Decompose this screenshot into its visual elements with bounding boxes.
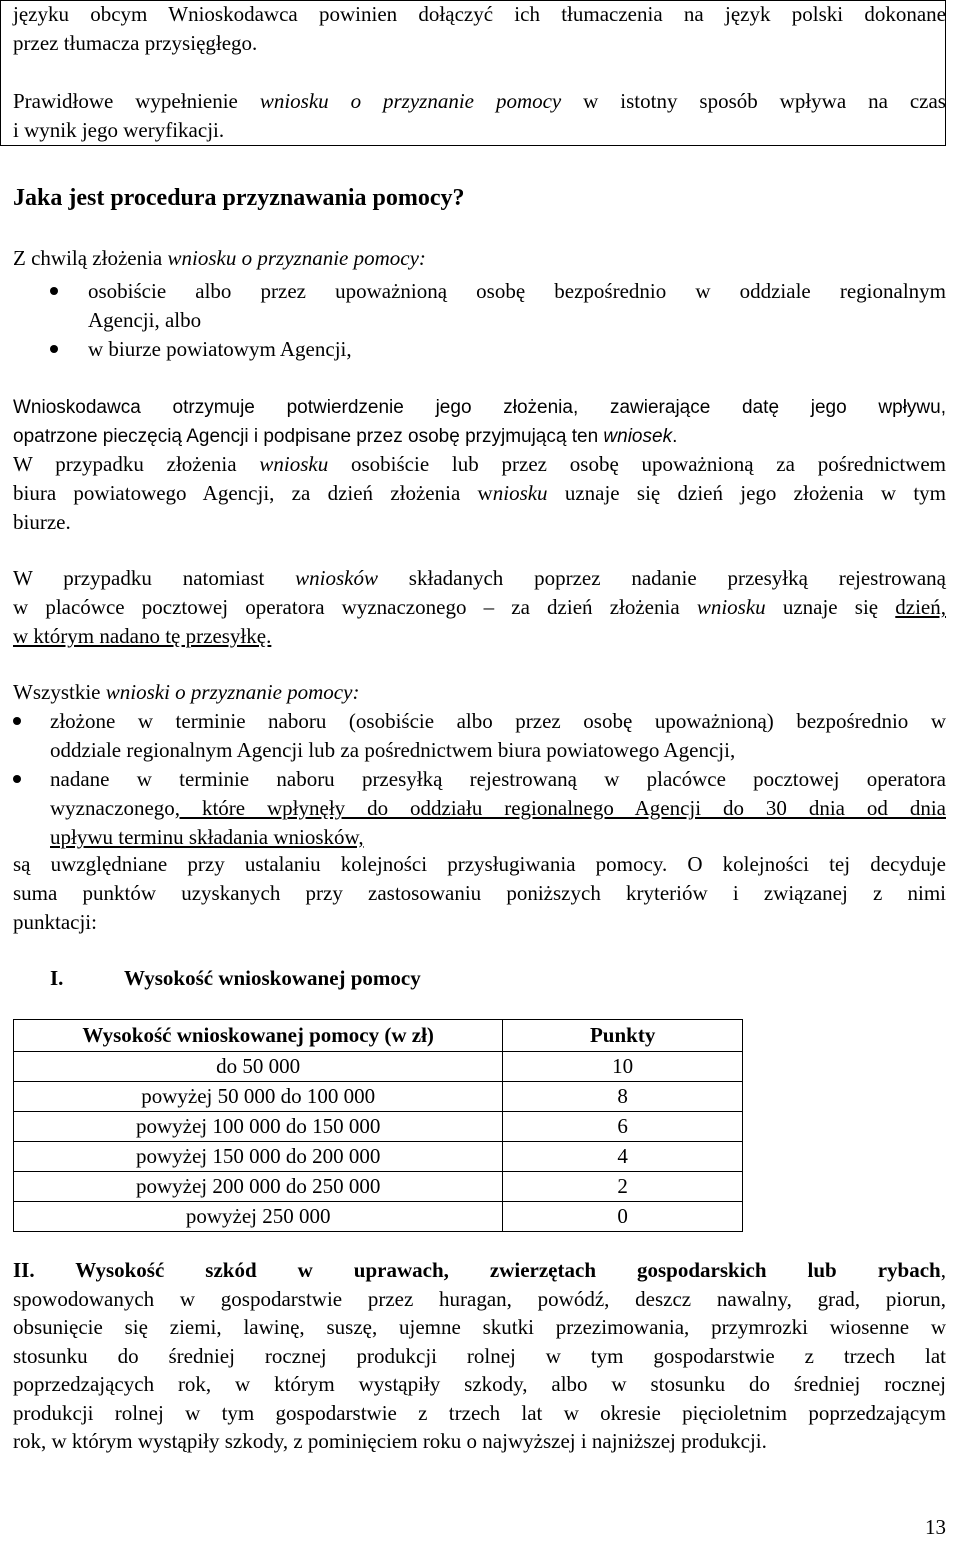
list2-item2-line2 <box>50 794 946 823</box>
column-header-points: Punkty <box>503 1020 743 1052</box>
bullet-icon <box>50 287 58 295</box>
amount-cell: powyżej 200 000 do 250 000 <box>14 1172 503 1202</box>
section1-title: Wysokość wnioskowanej pomocy <box>124 966 421 990</box>
italic-run: wniosku o przyznanie pomocy <box>259 89 562 113</box>
section-heading: Jaka jest procedura przyznawania pomocy? <box>13 185 465 211</box>
text-run: Wszystkie <box>13 680 106 704</box>
points-table <box>13 1019 743 1232</box>
amount-cell: powyżej 150 000 do 200 000 <box>14 1142 503 1172</box>
amount-cell: powyżej 250 000 <box>14 1202 503 1232</box>
italic-run: niosku <box>492 481 548 505</box>
section2-line1 <box>13 1256 946 1285</box>
section2-line6: produkcji rolnej w tym gospodarstwie z trzech lat w okresie pięcioletnim poprzedzającym <box>13 1401 946 1425</box>
text-run: wyznaczonego <box>50 796 175 820</box>
text-run: W przypadku natomiast <box>13 566 296 590</box>
filling-note-line1 <box>13 87 946 116</box>
post-line2 <box>13 593 946 622</box>
all-intro <box>13 678 359 707</box>
rank-line2: suma punktów uzyskanych przy zastosowaniu poniższych kryteriów i związanej z nimi <box>13 881 946 905</box>
table-row <box>14 1082 743 1112</box>
text-run: Prawidłowe wypełnienie <box>13 89 260 113</box>
table-row <box>14 1142 743 1172</box>
post-line1 <box>13 564 946 593</box>
page-number: 13 <box>925 1515 946 1539</box>
underlined-run: , które wpłynęły do oddziału regionalnego Agencji do 30 dnia od dnia <box>174 796 946 820</box>
points-cell: 4 <box>503 1142 743 1172</box>
text-run: opatrzone pieczęcią Agencji i podpisane przez osobę przyjmującą ten <box>13 426 604 447</box>
italic-run: wnioski o przyznanie pomocy: <box>105 680 360 704</box>
amount-cell: powyżej 100 000 do 150 000 <box>14 1112 503 1142</box>
amount-cell: powyżej 50 000 do 100 000 <box>14 1082 503 1112</box>
list2-item2-line3: upływu terminu składania wniosków, <box>50 825 364 849</box>
office-line3: biurze. <box>13 510 71 534</box>
italic-run: wniosku <box>696 595 766 619</box>
points-cell: 8 <box>503 1082 743 1112</box>
text-run: biura powiatowego Agencji, za dzień złożenia w <box>13 481 493 505</box>
points-cell: 0 <box>503 1202 743 1232</box>
list2-item1-line2: oddziale regionalnym Agencji lub za pośrednictwem biura powiatowego Agencji, <box>50 738 736 762</box>
text-run: Z chwilą złożenia <box>13 246 168 270</box>
translation-note-line1: języku obcym Wnioskodawca powinien dołączyć ich tłumaczenia na język polski dokonane <box>13 2 946 26</box>
confirm-line1: Wnioskodawca otrzymuje potwierdzenie jego złożenia, zawierające datę jego wpływu, <box>13 397 946 418</box>
bullet-icon <box>13 717 21 725</box>
rank-line3: punktacji: <box>13 910 97 934</box>
points-cell: 6 <box>503 1112 743 1142</box>
bullet-icon <box>13 775 21 783</box>
text-run: osobiście lub przez osobę upoważnioną za pośrednictwem <box>328 452 947 476</box>
text-run: w placówce pocztowej operatora wyznaczonego – za dzień złożenia <box>13 595 697 619</box>
table-row <box>14 1172 743 1202</box>
bold-run: II. Wysokość szkód w uprawach, zwierzętach gospodarskich lub rybach <box>13 1258 941 1282</box>
confirm-line2 <box>13 422 677 451</box>
translation-note-line2: przez tłumacza przysięgłego. <box>13 31 258 55</box>
table-row <box>14 1202 743 1232</box>
italic-run: wniosku <box>259 452 329 476</box>
column-header-amount: Wysokość wnioskowanej pomocy (w zł) <box>14 1020 503 1052</box>
section2-line4: stosunku do średniej rocznej produkcji rolnej w tym gospodarstwie z trzech lat <box>13 1344 946 1368</box>
section2-line5: poprzedzających rok, w którym wystąpiły szkody, albo w stosunku do średniej rocznej <box>13 1372 946 1396</box>
table-row <box>14 1112 743 1142</box>
filling-note-line2: i wynik jego weryfikacji. <box>13 118 225 142</box>
rank-line1: są uwzględniane przy ustalaniu kolejności przysługiwania pomocy. O kolejności tej decyduje <box>13 852 946 876</box>
text-run: uznaje się dzień jego złożenia w tym <box>547 481 947 505</box>
list1-item1-line2: Agencji, albo <box>88 308 202 332</box>
list2-item2-line1: nadane w terminie naboru przesyłką rejestrowaną w placówce pocztowej operatora <box>50 767 946 791</box>
list1-item2-line1: w biurze powiatowym Agencji, <box>88 337 352 361</box>
text-run: , <box>940 1258 946 1282</box>
section2-line3: obsunięcie się ziemi, lawinę, suszę, ujemne skutki przezimowania, przymrozki wiosenne w <box>13 1315 946 1339</box>
text-run: . <box>672 426 678 447</box>
points-cell: 10 <box>503 1052 743 1082</box>
italic-run: wniosek <box>603 426 673 447</box>
section2-line2: spowodowanych w gospodarstwie przez huragan, powódź, deszcz nawalny, grad, piorun, <box>13 1287 946 1311</box>
list2-item1-line1: złożone w terminie naboru (osobiście albo przez osobę upoważnioną) bezpośrednio w <box>50 709 946 733</box>
table-header-row <box>14 1020 743 1052</box>
underlined-run: dzień, <box>895 595 946 619</box>
text-run: uznaje się <box>765 595 896 619</box>
italic-run: wniosku o przyznanie pomocy: <box>167 246 426 270</box>
office-line2 <box>13 479 946 508</box>
bullet-icon <box>50 345 58 353</box>
submission-intro <box>13 244 426 273</box>
italic-run: wniosków <box>295 566 378 590</box>
text-run: składanych poprzez nadanie przesyłką rejestrowaną <box>378 566 946 590</box>
text-run: W przypadku złożenia <box>13 452 260 476</box>
office-line1 <box>13 450 946 479</box>
points-cell: 2 <box>503 1172 743 1202</box>
table-row <box>14 1052 743 1082</box>
section1-number: I. <box>50 966 64 990</box>
post-line3: w którym nadano tę przesyłkę. <box>13 624 272 648</box>
section2-line7: rok, w którym wystąpiły szkody, z pominięciem roku o najwyższej i najniższej produkcji. <box>13 1429 767 1453</box>
list1-item1-line1: osobiście albo przez upoważnioną osobę bezpośrednio w oddziale regionalnym <box>88 279 946 303</box>
text-run: w istotny sposób wpływa na czas <box>561 89 946 113</box>
amount-cell: do 50 000 <box>14 1052 503 1082</box>
